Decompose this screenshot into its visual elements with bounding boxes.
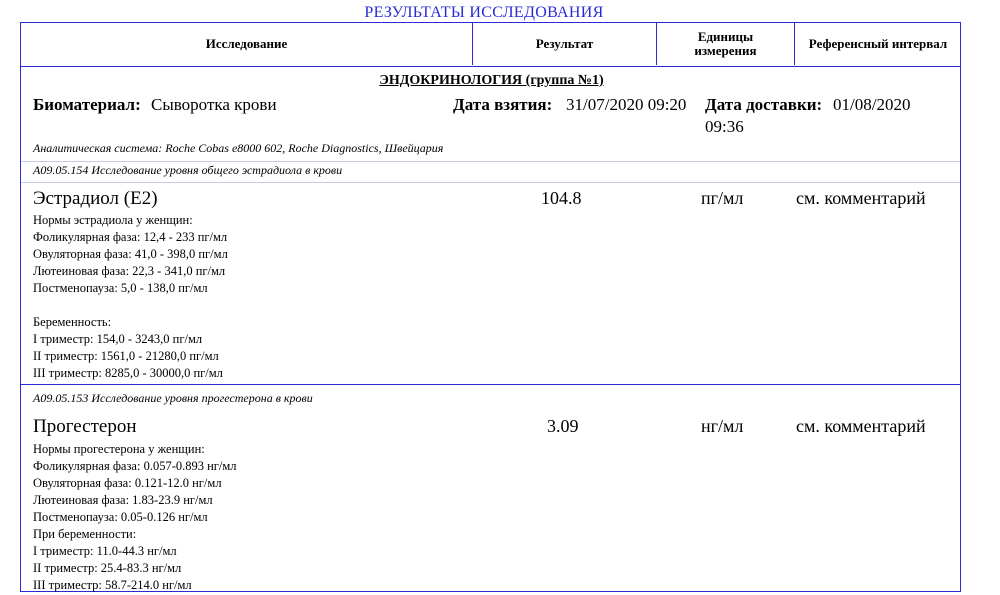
note-line: Фоликулярная фаза: 0.057-0.893 нг/мл <box>33 459 237 473</box>
note-line: III триместр: 8285,0 - 30000,0 пг/мл <box>33 366 223 380</box>
header-result: Результат <box>535 36 594 51</box>
header-reference: Референсный интервал <box>808 36 948 51</box>
note-line: Фоликулярная фаза: 12,4 - 233 пг/мл <box>33 230 228 244</box>
test-reference: см. комментарий <box>796 188 926 208</box>
test-name: Эстрадиол (E2) <box>33 188 158 209</box>
note-line: I триместр: 11.0-44.3 нг/мл <box>33 544 177 558</box>
section-title: ЭНДОКРИНОЛОГИЯ (группа №1) <box>379 73 604 88</box>
test-units: нг/мл <box>701 416 744 436</box>
delivery-time-value: 09:36 <box>705 117 744 136</box>
note-line: Лютеиновая фаза: 22,3 - 341,0 пг/мл <box>33 264 226 278</box>
header-test: Исследование <box>205 36 288 51</box>
note-line: Овуляторная фаза: 41,0 - 398,0 пг/мл <box>33 247 228 261</box>
analyzer-info: Аналитическая система: Roche Cobas e8000 602, Roche Diagnostics, Швейцария <box>33 141 444 155</box>
row-divider <box>21 182 960 183</box>
test-result: 104.8 <box>541 188 582 208</box>
document-title: РЕЗУЛЬТАТЫ ИССЛЕДОВАНИЯ <box>364 4 604 21</box>
note-line: Постменопауза: 5,0 - 138,0 пг/мл <box>33 281 208 295</box>
note-line: Овуляторная фаза: 0.121-12.0 нг/мл <box>33 476 222 490</box>
taken-date-value: 31/07/2020 09:20 <box>566 95 687 114</box>
note-line: Нормы прогестерона у женщин: <box>33 442 205 456</box>
test-result: 3.09 <box>547 416 579 436</box>
note-line: Беременность: <box>33 315 112 329</box>
note-line: Лютеиновая фаза: 1.83-23.9 нг/мл <box>33 493 213 507</box>
test-code-line: A09.05.154 Исследование уровня общего эстрадиола в крови <box>33 163 343 177</box>
header-units: Единицы измерения <box>694 29 757 58</box>
test-notes <box>33 212 228 382</box>
delivery-date-label: Дата доставки: <box>705 95 823 114</box>
test-reference: см. комментарий <box>796 416 926 436</box>
biomaterial-label: Биоматериал: <box>33 95 141 114</box>
note-line: III триместр: 58.7-214.0 нг/мл <box>33 578 192 592</box>
note-line: II триместр: 25.4-83.3 нг/мл <box>33 561 182 575</box>
row-divider <box>21 161 960 162</box>
note-line: При беременности: <box>33 527 137 541</box>
note-line: I триместр: 154,0 - 3243,0 пг/мл <box>33 332 203 346</box>
delivery-date-value: 01/08/2020 <box>833 95 911 114</box>
test-code-line: A09.05.153 Исследование уровня прогестерона в крови <box>33 391 313 405</box>
test-units: пг/мл <box>701 188 744 208</box>
biomaterial-value: Сыворотка крови <box>151 95 277 114</box>
test-divider <box>21 384 960 385</box>
note-line <box>33 297 228 314</box>
taken-date-label: Дата взятия: <box>453 95 553 114</box>
note-line: Нормы эстрадиола у женщин: <box>33 213 193 227</box>
test-name: Прогестерон <box>33 416 137 437</box>
note-line: Постменопауза: 0.05-0.126 нг/мл <box>33 510 208 524</box>
note-line: II триместр: 1561,0 - 21280,0 пг/мл <box>33 349 219 363</box>
test-notes <box>33 441 237 594</box>
results-table <box>20 22 961 592</box>
table-header <box>21 23 960 67</box>
